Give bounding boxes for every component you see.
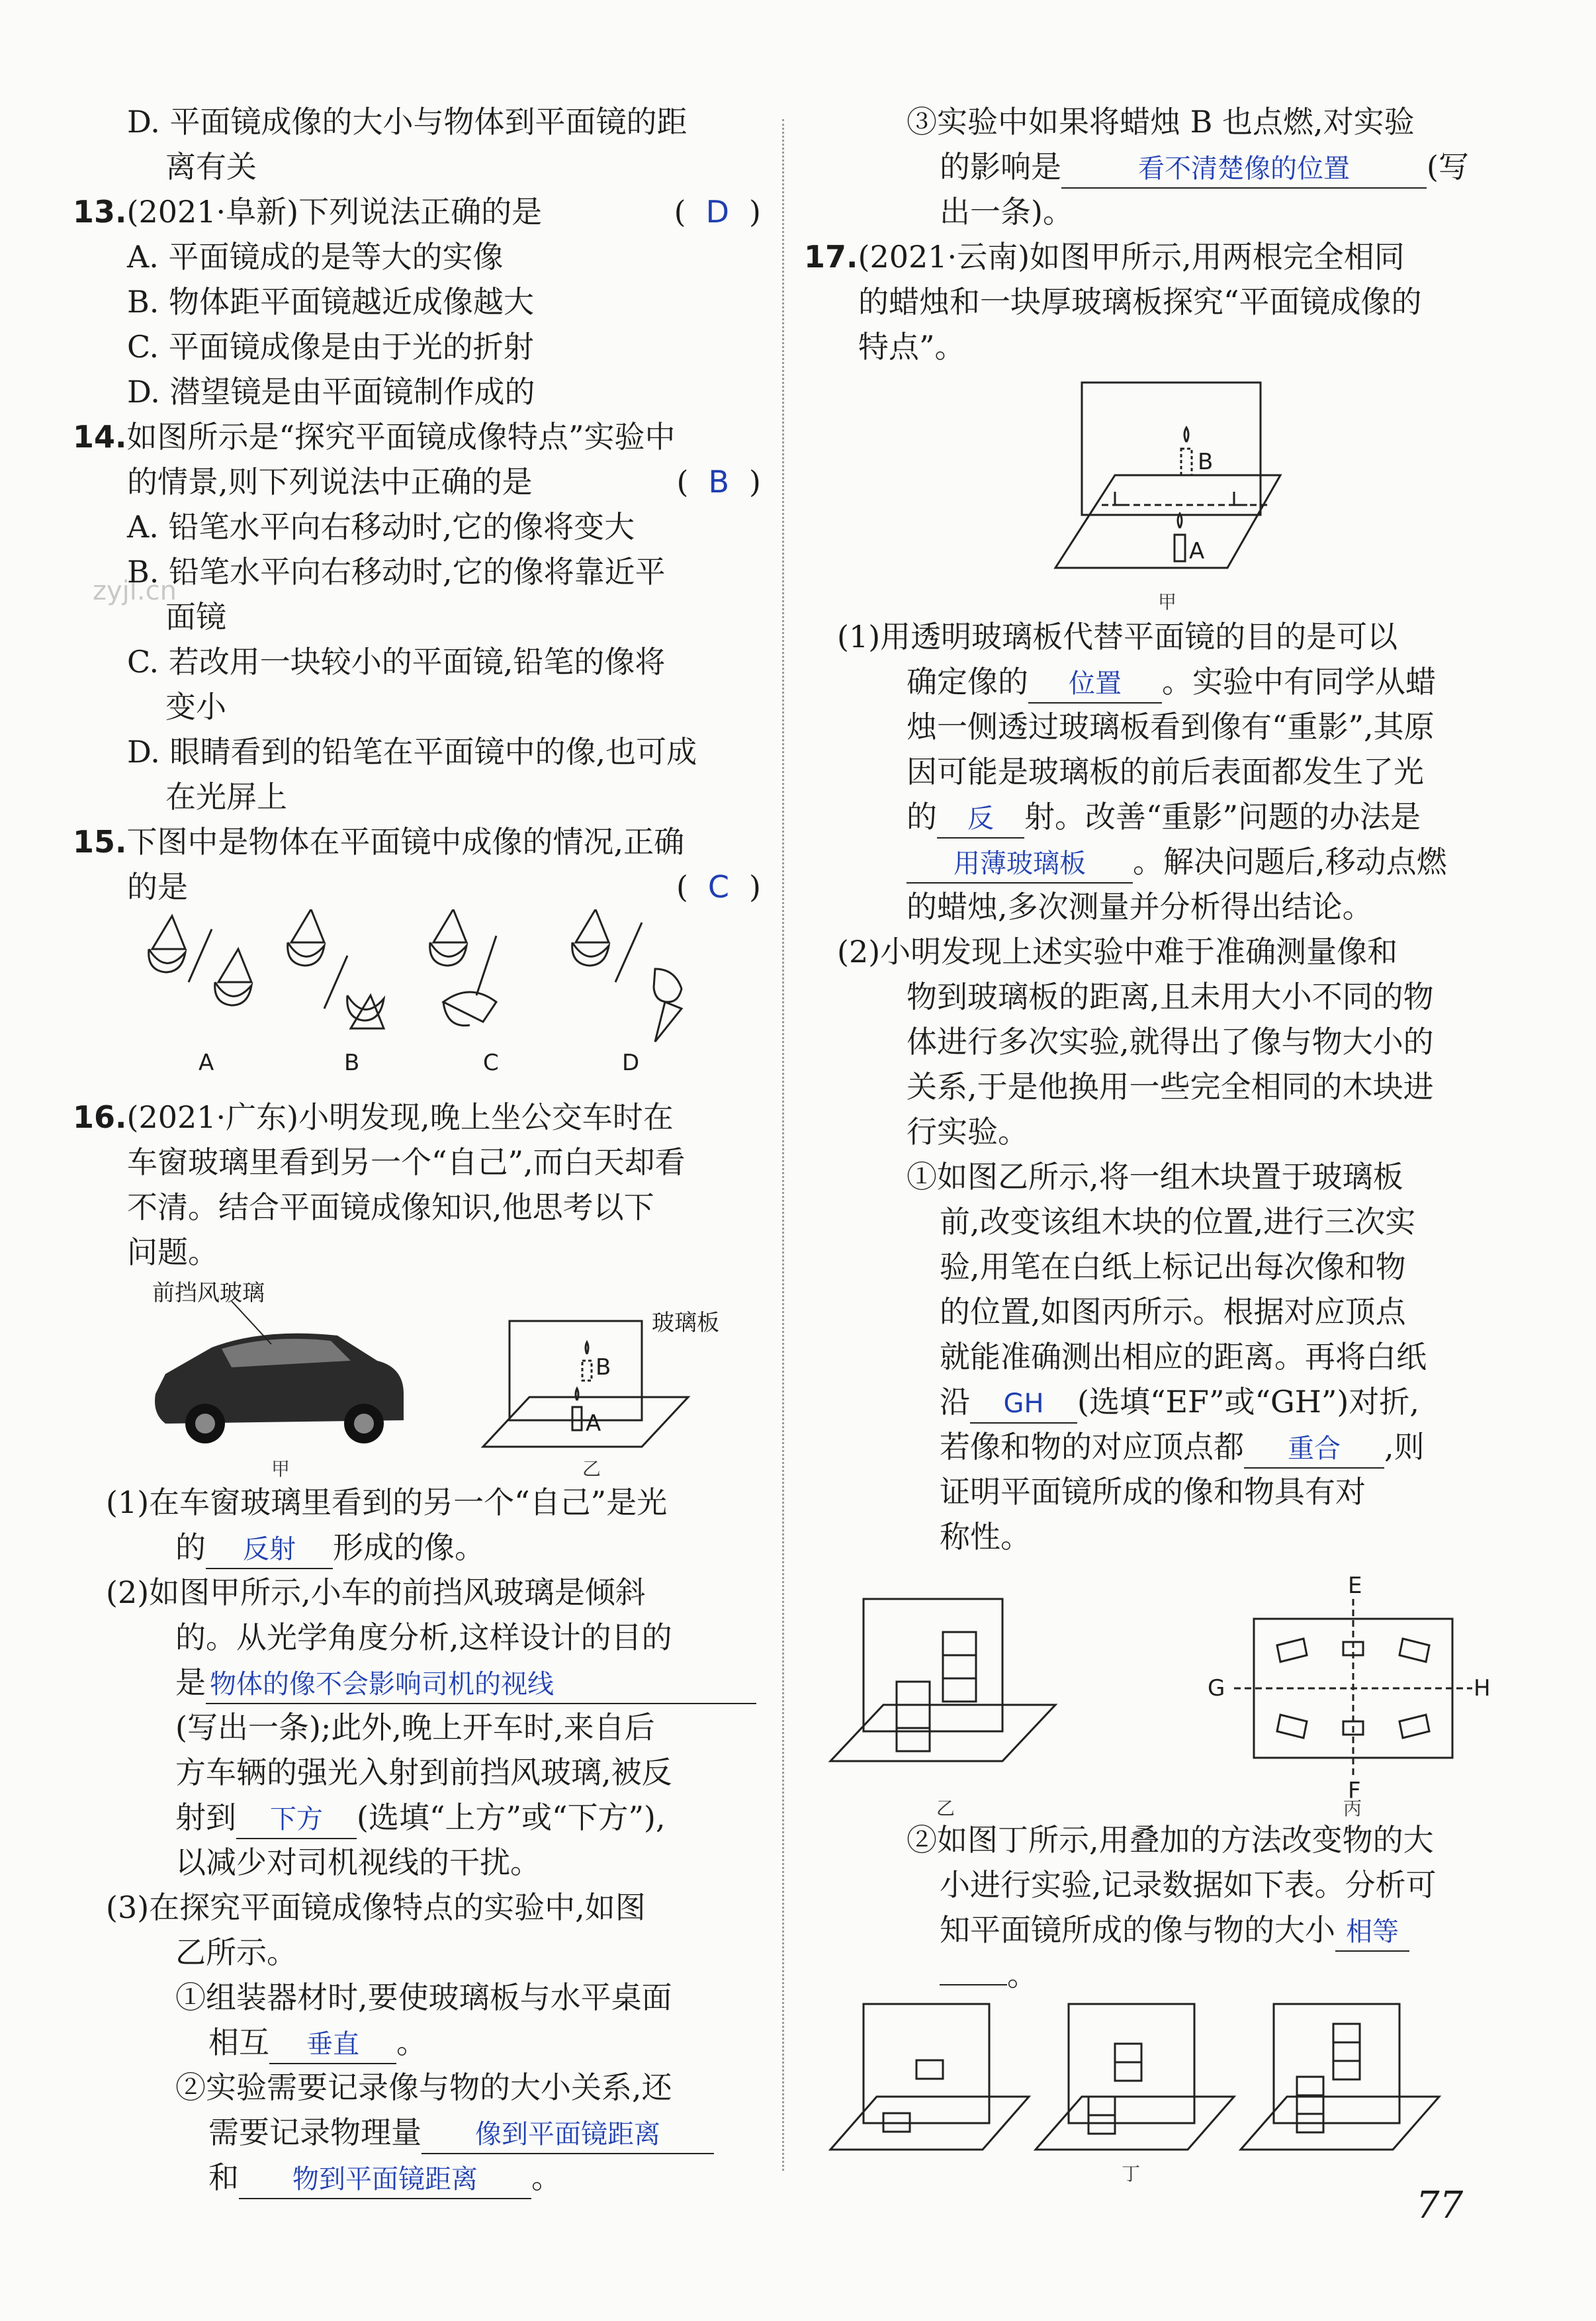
q17-1-fill bbox=[804, 659, 1499, 704]
q14-option: C. 若改用一块较小的平面镜,铅笔的像将 bbox=[127, 644, 666, 680]
q17-2-line: 关系,于是他换用一些完全相同的木块进 bbox=[907, 1069, 1434, 1105]
q16-1-fill bbox=[73, 1525, 761, 1570]
q16-text-line: 不清。结合平面镜成像知识,他思考以下 bbox=[127, 1189, 654, 1225]
fig-caption-bing: 丙 bbox=[1343, 1798, 1362, 1819]
q14-number: 14. bbox=[73, 419, 127, 455]
q17-figure-jia bbox=[804, 369, 1499, 614]
watermark: zyjl.cn bbox=[93, 576, 177, 606]
q16-3b-answer-1: 像到平面镜距离 bbox=[421, 2116, 714, 2154]
q17-2b-pre: 知平面镜所成的像与物的大小 bbox=[940, 1912, 1335, 1948]
q13-text: (2021·阜新)下列说法正确的是 bbox=[126, 194, 543, 230]
q16-2-line: 的。从光学角度分析,这样设计的目的 bbox=[175, 1619, 672, 1655]
candle-a-label: A bbox=[586, 1410, 601, 1437]
q13-stem bbox=[73, 189, 761, 234]
q17-1-answer-3: 用薄玻璃板 bbox=[907, 845, 1133, 884]
q17-2b-line-4 bbox=[804, 1952, 1499, 1997]
q12-option-d: D. 平面镜成像的大小与物体到平面镜的距 bbox=[127, 104, 687, 140]
q17-2a-line: 称性。 bbox=[940, 1519, 1031, 1555]
q15-stem-cont bbox=[73, 864, 761, 909]
q15-mirror-diagrams bbox=[73, 909, 761, 1055]
q16-3c-line: ③实验中如果将蜡烛 B 也点燃,对实验 bbox=[907, 104, 1415, 140]
q16-3a-post: 。 bbox=[396, 2025, 427, 2060]
q17-1-fill-2 bbox=[804, 794, 1499, 839]
q17-1-line: 烛一侧透过玻璃板看到像有“重影”,其原 bbox=[907, 709, 1435, 745]
q16-2-line: 方车辆的强光入射到前挡风玻璃,被反 bbox=[175, 1754, 672, 1790]
fig-caption-yi-17: 乙 bbox=[936, 1798, 955, 1819]
q13-answer-box: ( D ) bbox=[674, 194, 761, 230]
q17-1-line: (1)用透明玻璃板代替平面镜的目的是可以 bbox=[837, 619, 1398, 655]
q16-3b-answer-2: 物到平面镜距离 bbox=[239, 2161, 531, 2199]
q17-figure-ding bbox=[804, 1997, 1499, 2183]
q17-2a-line: ①如图乙所示,将一组木块置于玻璃板 bbox=[907, 1159, 1403, 1195]
fold-label-g: G bbox=[1208, 1675, 1225, 1702]
fig-caption-yi: 乙 bbox=[582, 1458, 601, 1480]
q14-option-cont: 面镜 bbox=[165, 599, 226, 635]
q15-label-a: A bbox=[199, 1050, 214, 1076]
q16-1-answer: 反射 bbox=[206, 1531, 333, 1569]
q17-1-post: 。实验中有同学从蜡 bbox=[1162, 664, 1436, 700]
q13-option: C. 平面镜成像是由于光的折射 bbox=[127, 329, 534, 365]
q17-2a-post2: ,则 bbox=[1384, 1429, 1425, 1465]
q14-text-2: 的情景,则下列说法中正确的是 bbox=[127, 464, 533, 500]
q17-text: (2021·云南)如图甲所示,用两根完全相同 bbox=[858, 239, 1405, 275]
q15-figure bbox=[73, 909, 761, 1076]
q14-answer-box: ( B ) bbox=[676, 464, 761, 500]
q17-2a-pre: 沿 bbox=[940, 1384, 970, 1420]
q16-2-pre6: 射到 bbox=[175, 1799, 236, 1835]
q17-1-line: 的蜡烛,多次测量并分析得出结论。 bbox=[907, 889, 1373, 925]
q14-option-cont: 变小 bbox=[165, 689, 226, 725]
q16-text: (2021·广东)小明发现,晚上坐公交车时在 bbox=[126, 1099, 674, 1135]
q17-2a-pre2: 若像和物的对应顶点都 bbox=[940, 1429, 1244, 1465]
q16-3a-fill bbox=[73, 2020, 761, 2065]
q17-2-line: 行实验。 bbox=[907, 1114, 1028, 1150]
q16-3b-line: ②实验需要记录像与物的大小关系,还 bbox=[175, 2070, 672, 2105]
left-column bbox=[73, 99, 761, 2200]
q12-option-d-cont: 离有关 bbox=[165, 149, 257, 185]
q15-answer: C bbox=[707, 869, 730, 905]
q17-text-line: 的蜡烛和一块厚玻璃板探究“平面镜成像的 bbox=[858, 284, 1422, 320]
q17-2b-fill bbox=[804, 1907, 1499, 1952]
q17-1-post5: 射。改善“重影”问题的办法是 bbox=[1024, 799, 1421, 835]
q13-option: B. 物体距平面镜越近成像越大 bbox=[127, 284, 535, 320]
q16-3c-line-3: 出一条)。 bbox=[940, 194, 1073, 230]
q13-option: D. 潜望镜是由平面镜制作成的 bbox=[127, 374, 535, 410]
q16-3b-pre2: 和 bbox=[208, 2160, 239, 2195]
q17-1-answer-2: 反 bbox=[937, 800, 1024, 839]
fig-caption-jia-17: 甲 bbox=[1158, 591, 1177, 613]
candle-b-label: B bbox=[596, 1354, 611, 1381]
q17-2a-fill bbox=[804, 1379, 1499, 1424]
q16-3b-post: 。 bbox=[531, 2160, 562, 2195]
q17-2a-line: 验,用笔在白纸上标记出每次像和物 bbox=[940, 1249, 1406, 1285]
q17-2b-line: 小进行实验,记录数据如下表。分析可 bbox=[940, 1867, 1437, 1903]
q17-1-answer: 位置 bbox=[1028, 665, 1162, 704]
blocks-and-paper-diagram bbox=[804, 1572, 1499, 1791]
q17-1-line: 因可能是玻璃板的前后表面都发生了光 bbox=[907, 754, 1424, 790]
q17-2-line: (2)小明发现上述实验中难于准确测量像和 bbox=[837, 934, 1398, 970]
q17-2b-end: 。 bbox=[1007, 1957, 1038, 1993]
q17-1-post6: 。解决问题后,移动点燃 bbox=[1133, 844, 1447, 880]
q17-1-pre: 确定像的 bbox=[907, 664, 1028, 700]
q13-option: A. 平面镜成的是等大的实像 bbox=[127, 239, 504, 275]
q16-3b-fill-2 bbox=[73, 2155, 761, 2200]
q17-2a-fill-2 bbox=[804, 1424, 1499, 1469]
q14-option: D. 眼睛看到的铅笔在平面镜中的像,也可成 bbox=[127, 734, 697, 770]
page-number: 77 bbox=[1416, 2184, 1464, 2227]
q15-stem bbox=[73, 819, 761, 864]
q15-answer-box: ( C ) bbox=[676, 869, 761, 905]
q16-2-fill-2 bbox=[73, 1795, 761, 1840]
q16-2-answer: 物体的像不会影响司机的视线 bbox=[206, 1666, 756, 1704]
q17-2a-line: 就能准确测出相应的距离。再将白纸 bbox=[940, 1339, 1427, 1375]
q16-stem bbox=[73, 1095, 761, 1140]
q13-answer: D bbox=[705, 194, 730, 230]
q16-1-line: (1)在车窗玻璃里看到的另一个“自己”是光 bbox=[106, 1484, 668, 1520]
q17-2a-answer-2: 重合 bbox=[1244, 1430, 1384, 1469]
q17-2a-line: 前,改变该组木块的位置,进行三次实 bbox=[940, 1204, 1416, 1240]
right-column bbox=[804, 99, 1499, 2183]
q16-3-line: (3)在探究平面镜成像特点的实验中,如图 bbox=[106, 1889, 646, 1925]
stacked-blocks-diagram bbox=[804, 1997, 1499, 2156]
q14-stem-cont bbox=[73, 459, 761, 504]
q15-text: 下图中是物体在平面镜中成像的情况,正确 bbox=[126, 824, 685, 860]
q14-option-cont: 在光屏上 bbox=[165, 779, 287, 815]
q15-label-d: D bbox=[622, 1050, 640, 1076]
q17-1-pre5: 的 bbox=[907, 799, 937, 835]
q14-option: B. 铅笔水平向右移动时,它的像将靠近平 bbox=[127, 554, 666, 590]
q16-3b-fill bbox=[73, 2110, 761, 2155]
q16-2-line: (写出一条);此外,晚上开车时,来自后 bbox=[175, 1709, 655, 1745]
fold-label-e: E bbox=[1348, 1572, 1362, 1599]
q17-figures-yi-bing bbox=[804, 1572, 1499, 1817]
q17-setup-diagram bbox=[804, 369, 1499, 588]
q17-text-line: 特点”。 bbox=[858, 329, 965, 365]
q15-number: 15. bbox=[73, 824, 127, 860]
q16-figure bbox=[73, 1275, 761, 1480]
q16-3c-post: (写 bbox=[1427, 149, 1469, 185]
q16-2-post6: (选填“上方”或“下方”), bbox=[357, 1799, 666, 1835]
q16-3c-fill bbox=[804, 144, 1499, 189]
q14-text: 如图所示是“探究平面镜成像特点”实验中 bbox=[126, 419, 676, 455]
q14-option: A. 铅笔水平向右移动时,它的像将变大 bbox=[127, 509, 635, 545]
q16-2-pre: 是 bbox=[175, 1664, 206, 1700]
candle-b-label: B bbox=[1198, 449, 1214, 475]
q16-2-answer-2: 下方 bbox=[236, 1801, 357, 1839]
q15-label-b: B bbox=[344, 1050, 360, 1076]
q16-text-line: 车窗玻璃里看到另一个“自己”,而白天却看 bbox=[127, 1144, 686, 1180]
q15-label-c: C bbox=[483, 1050, 499, 1076]
q14-answer: B bbox=[708, 464, 730, 500]
windshield-label: 前挡风玻璃 bbox=[152, 1280, 265, 1306]
q17-number: 17. bbox=[804, 239, 858, 275]
q17-2a-post: (选填“EF”或“GH”)对折, bbox=[1077, 1384, 1419, 1420]
q16-2-fill bbox=[73, 1660, 761, 1705]
q16-1-pre: 的 bbox=[175, 1529, 206, 1565]
q16-2-line: 以减少对司机视线的干扰。 bbox=[175, 1844, 541, 1880]
q16-3c-answer: 看不清楚像的位置 bbox=[1061, 150, 1427, 189]
q17-1-fill-3 bbox=[804, 839, 1499, 884]
candle-a-label: A bbox=[1189, 538, 1205, 565]
q16-number: 16. bbox=[73, 1099, 127, 1135]
car-image bbox=[155, 1301, 404, 1443]
q17-2a-line: 的位置,如图丙所示。根据对应顶点 bbox=[940, 1294, 1406, 1330]
glass-plate-label: 玻璃板 bbox=[652, 1310, 719, 1336]
column-divider bbox=[782, 119, 784, 2171]
q16-3c-pre: 的影响是 bbox=[940, 149, 1061, 185]
fold-label-h: H bbox=[1474, 1675, 1491, 1702]
q17-2-line: 物到玻璃板的距离,且未用大小不同的物 bbox=[907, 979, 1434, 1015]
q17-2-line: 体进行多次实验,就得出了像与物大小的 bbox=[907, 1024, 1434, 1060]
q17-stem bbox=[804, 234, 1499, 279]
q16-2-line: (2)如图甲所示,小车的前挡风玻璃是倾斜 bbox=[106, 1574, 646, 1610]
q16-3a-pre: 相互 bbox=[208, 2025, 269, 2060]
q16-text-line: 问题。 bbox=[127, 1234, 218, 1270]
fig-caption-ding: 丁 bbox=[1122, 2163, 1141, 2185]
q16-3b-pre: 需要记录物理量 bbox=[208, 2115, 421, 2150]
q16-3a-answer: 垂直 bbox=[269, 2026, 396, 2064]
q17-2b-answer: 相等 bbox=[1335, 1913, 1409, 1952]
q16-1-post: 形成的像。 bbox=[333, 1529, 485, 1565]
q17-2b-line: ②如图丁所示,用叠加的方法改变物的大 bbox=[907, 1822, 1434, 1858]
q13-number: 13. bbox=[73, 194, 127, 230]
q17-2a-line: 证明平面镜所成的像和物具有对 bbox=[940, 1474, 1366, 1510]
q16-3-line: 乙所示。 bbox=[175, 1934, 297, 1970]
fig-caption-jia: 甲 bbox=[271, 1458, 290, 1480]
q16-3a-line: ①组装器材时,要使玻璃板与水平桌面 bbox=[175, 1980, 672, 2015]
fold-label-f: F bbox=[1348, 1778, 1361, 1804]
q14-stem bbox=[73, 414, 761, 459]
q15-text-2: 的是 bbox=[127, 869, 188, 905]
q17-2a-answer: GH bbox=[970, 1385, 1077, 1424]
